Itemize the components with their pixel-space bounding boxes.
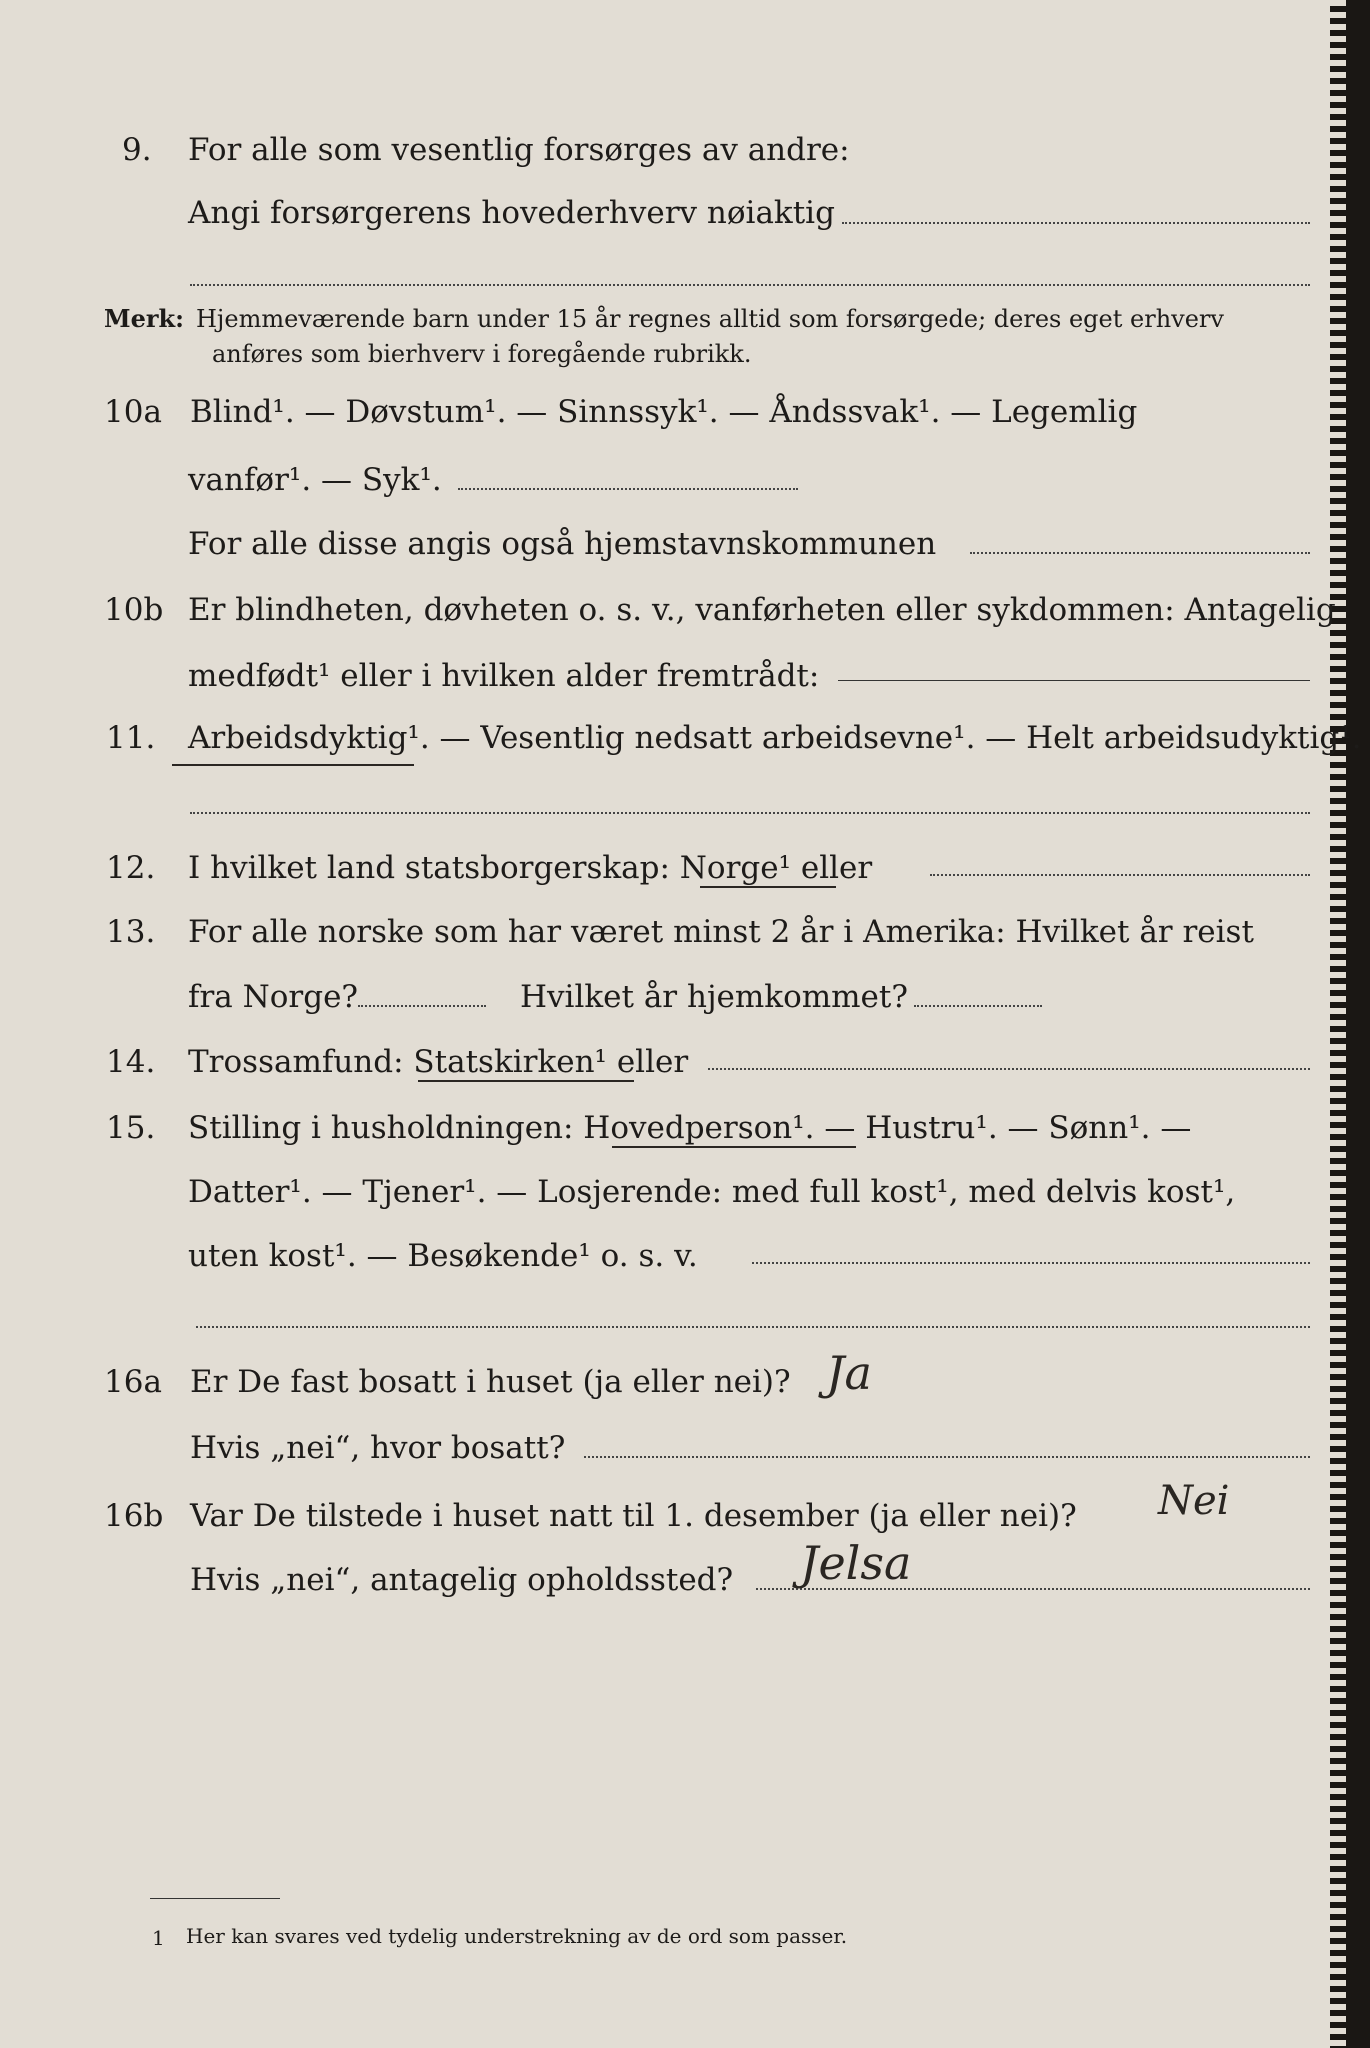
q10a-number: 10a xyxy=(104,394,162,430)
q10a-line3: For alle disse angis også hjemstavnskommunen xyxy=(188,526,937,562)
q13-number: 13. xyxy=(106,914,156,950)
q10b-number: 10b xyxy=(104,592,164,628)
q13-reist-line[interactable] xyxy=(358,1005,486,1007)
q13-line1: For alle norske som har været minst 2 år i Amerika: Hvilket år reist xyxy=(188,914,1254,950)
q14-line1: Trossamfund: Statskirken¹ eller xyxy=(188,1044,689,1080)
q16a-line1: Er De fast bosatt i huset (ja eller nei)? xyxy=(190,1364,791,1400)
q13-line2a: fra Norge? xyxy=(188,979,359,1015)
statskirken-underline xyxy=(418,1080,634,1082)
q10b-answer-line[interactable] xyxy=(838,680,1310,681)
q9-answer-line[interactable] xyxy=(842,222,1310,224)
merk-label: Merk: xyxy=(104,304,184,333)
q16b-answer2-handwritten: Jelsa xyxy=(800,1536,912,1590)
q10a-home-line[interactable] xyxy=(970,552,1310,554)
q11-number: 11. xyxy=(106,720,156,756)
q15-answer-line[interactable] xyxy=(752,1262,1310,1264)
q12-answer-line[interactable] xyxy=(930,874,1310,876)
q10b-line2: medfødt¹ eller i hvilken alder fremtrådt: xyxy=(188,658,820,694)
q16b-number: 16b xyxy=(104,1498,164,1534)
q9-line2: Angi forsørgerens hovederhverv nøiaktig xyxy=(188,195,835,231)
footnote-rule xyxy=(150,1898,280,1899)
q9-line1: For alle som vesentlig forsørges av andre: xyxy=(188,132,850,168)
q13-line2b: Hvilket år hjemkommet? xyxy=(520,979,908,1015)
q15-line3: uten kost¹. — Besøkende¹ o. s. v. xyxy=(188,1238,698,1274)
q16b-line1: Var De tilstede i huset natt til 1. desember (ja eller nei)? xyxy=(190,1498,1077,1534)
merk-line2: anføres som bierhverv i foregående rubrikk. xyxy=(212,340,752,368)
q16a-line2: Hvis „nei“, hvor bosatt? xyxy=(190,1430,566,1466)
q16b-line2: Hvis „nei“, antagelig opholdssted? xyxy=(190,1562,734,1598)
footnote-mark: 1 xyxy=(152,1926,165,1950)
q10b-line1: Er blindheten, døvheten o. s. v., vanførheten eller sykdommen: Antagelig xyxy=(188,592,1336,628)
hovedperson-underline xyxy=(612,1146,856,1148)
q15-answer-line-2[interactable] xyxy=(196,1326,1310,1328)
q15-line2: Datter¹. — Tjener¹. — Losjerende: med full kost¹, med delvis kost¹, xyxy=(188,1174,1236,1210)
arbeidsdyktig-underline xyxy=(172,764,414,766)
q14-number: 14. xyxy=(106,1044,156,1080)
q16a-answer-handwritten: Ja xyxy=(826,1346,872,1400)
q11-answer-line[interactable] xyxy=(190,812,1310,814)
q12-line1: I hvilket land statsborgerskap: Norge¹ eller xyxy=(188,850,873,886)
q13-hjem-line[interactable] xyxy=(914,1005,1042,1007)
q10a-line1: Blind¹. — Døvstum¹. — Sinnssyk¹. — Åndssvak¹. — Legemlig xyxy=(190,394,1138,430)
q10a-line2: vanfør¹. — Syk¹. xyxy=(188,462,442,498)
q9-answer-line-2[interactable] xyxy=(190,284,1310,286)
q15-number: 15. xyxy=(106,1110,156,1146)
q9-number: 9. xyxy=(122,132,152,168)
q16b-answer1-handwritten: Nei xyxy=(1158,1478,1230,1524)
merk-line1: Hjemmeværende barn under 15 år regnes alltid som forsørgede; deres eget erhverv xyxy=(196,305,1224,333)
q12-number: 12. xyxy=(106,850,156,886)
q15-line1: Stilling i husholdningen: Hovedperson¹. — Hustru¹. — Sønn¹. — xyxy=(188,1110,1192,1146)
torn-edge xyxy=(1330,0,1346,2048)
q14-answer-line[interactable] xyxy=(708,1068,1310,1070)
q10a-answer-line[interactable] xyxy=(458,488,798,490)
q16a-number: 16a xyxy=(104,1364,162,1400)
q11-line1: Arbeidsdyktig¹. — Vesentlig nedsatt arbeidsevne¹. — Helt arbeidsudyktig¹. xyxy=(188,720,1362,756)
footnote-text: Her kan svares ved tydelig understrekning av de ord som passer. xyxy=(186,1924,848,1948)
q16a-answer-line[interactable] xyxy=(584,1456,1310,1458)
norge-underline xyxy=(700,886,836,888)
